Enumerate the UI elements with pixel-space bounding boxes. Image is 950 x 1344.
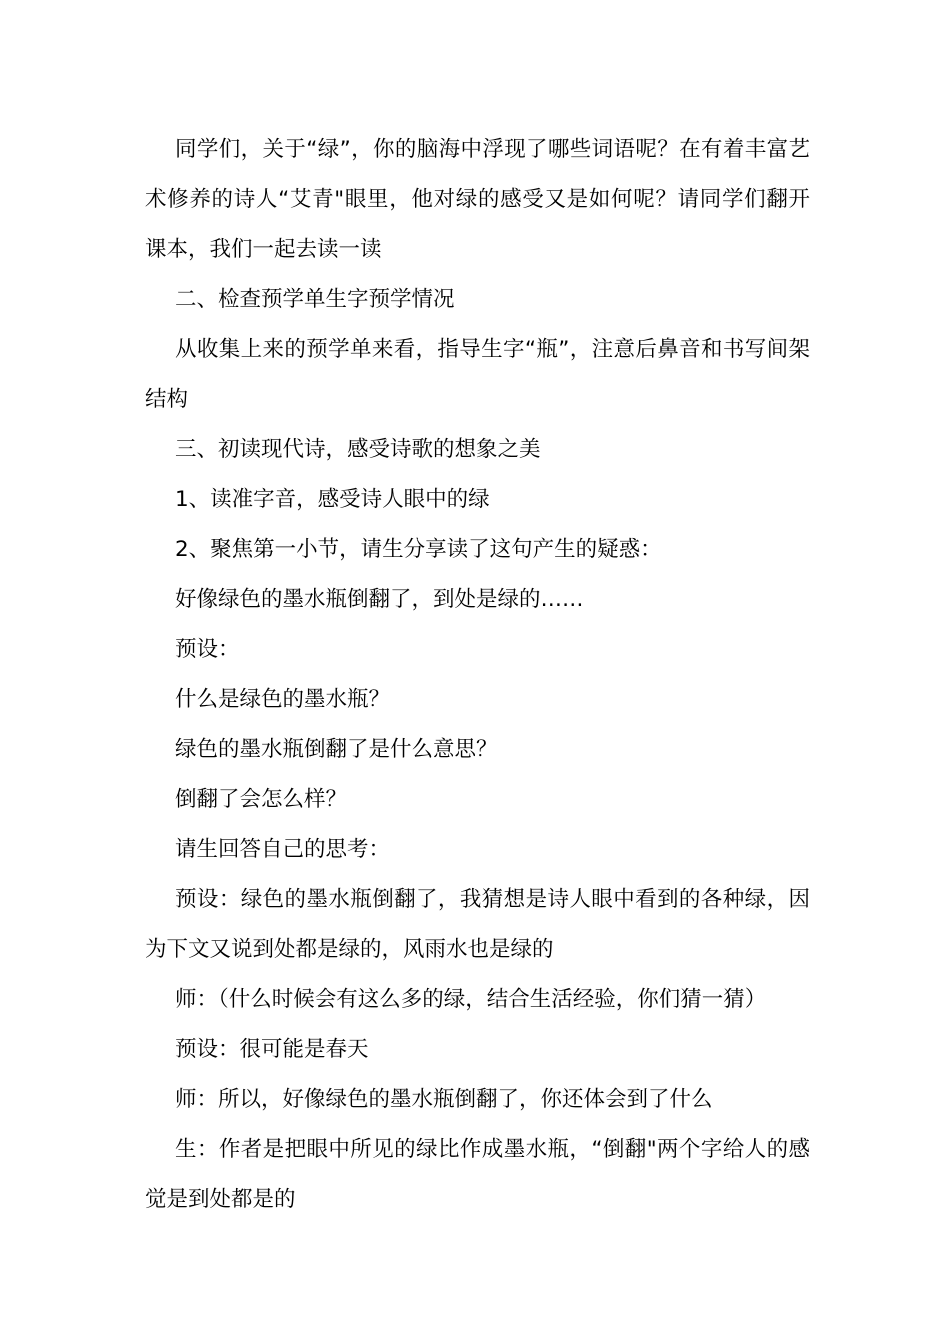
teacher-line-1: 师：（什么时候会有这么多的绿，结合生活经验，你们猜一猜）	[175, 987, 767, 1012]
teacher-line-2: 师：所以，好像绿色的墨水瓶倒翻了，你还体会到了什么	[175, 1087, 713, 1112]
poem-quote: 好像绿色的墨水瓶倒翻了，到处是绿的……	[175, 587, 584, 612]
preset-label: 预设：	[175, 637, 240, 662]
student-line: 生：作者是把眼中所见的绿比作成墨水瓶，“倒翻"两个字给人的感觉是到处都是的	[145, 1137, 810, 1212]
list-item-2: 2、聚焦第一小节，请生分享读了这句产生的疑惑：	[175, 537, 662, 562]
student-answer-prompt: 请生回答自己的思考：	[175, 837, 391, 862]
paragraph-preview-check: 从收集上来的预学单来看，指导生字“瓶”，注意后鼻音和书写间架结构	[145, 337, 810, 412]
preset-answer: 预设：绿色的墨水瓶倒翻了，我猜想是诗人眼中看到的各种绿，因为下文又说到处都是绿的，风雨水也是绿的	[145, 887, 810, 962]
question-1: 什么是绿色的墨水瓶？	[175, 687, 391, 712]
question-3: 倒翻了会怎么样？	[175, 787, 348, 812]
document-body	[145, 125, 810, 1225]
section-heading-3: 三、初读现代诗，感受诗歌的想象之美	[175, 437, 541, 462]
paragraph-intro: 同学们，关于“绿”，你的脑海中浮现了哪些词语呢？在有着丰富艺术修养的诗人“艾青"眼里，他对绿的感受又是如何呢？请同学们翻开课本，我们一起去读一读	[145, 137, 810, 262]
section-heading-2: 二、检查预学单生字预学情况	[175, 287, 455, 312]
list-item-1: 1、读准字音，感受诗人眼中的绿	[175, 487, 490, 512]
preset-spring: 预设：很可能是春天	[175, 1037, 369, 1062]
question-2: 绿色的墨水瓶倒翻了是什么意思？	[175, 737, 498, 762]
